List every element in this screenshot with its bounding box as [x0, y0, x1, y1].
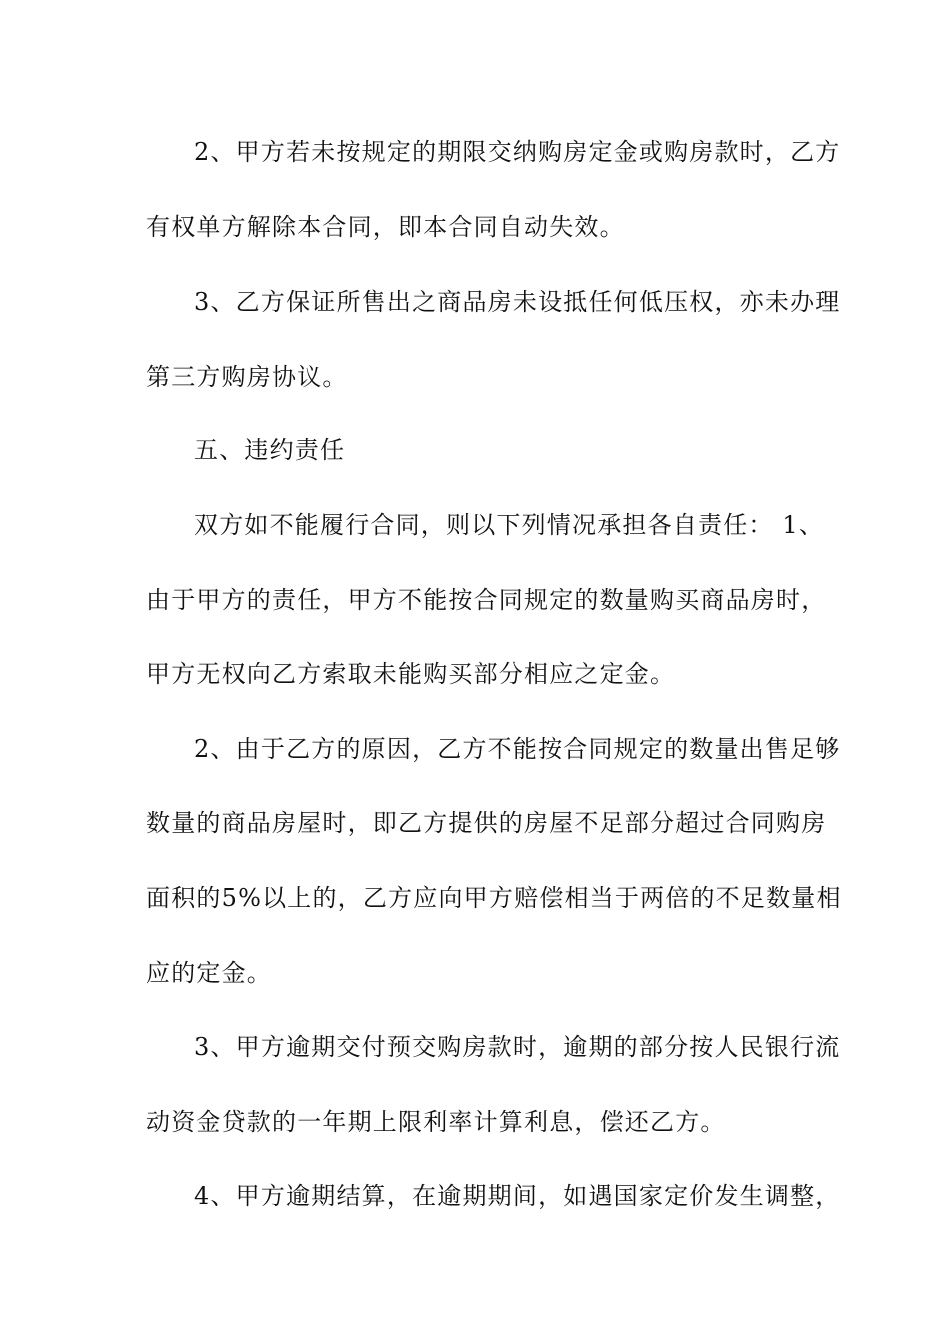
section-heading: 五、违约责任 [194, 436, 346, 464]
paragraph-line: 第三方购房协议。 [146, 363, 348, 391]
paragraph-line: 有权单方解除本合同，即本合同自动失效。 [146, 213, 625, 241]
paragraph-line: 数量的商品房屋时，即乙方提供的房屋不足部分超过合同购房 [146, 809, 827, 837]
paragraph-line: 2、甲方若未按规定的期限交纳购房定金或购房款时，乙方 [194, 138, 841, 166]
paragraph-line: 双方如不能履行合同，则以下列情况承担各自责任： 1、 [194, 511, 825, 539]
paragraph-line: 甲方无权向乙方索取未能购买部分相应之定金。 [146, 660, 676, 688]
paragraph-line: 动资金贷款的一年期上限利率计算利息，偿还乙方。 [146, 1108, 726, 1136]
paragraph-line: 由于甲方的责任，甲方不能按合同规定的数量购买商品房时， [146, 586, 827, 614]
paragraph-line: 3、甲方逾期交付预交购房款时，逾期的部分按人民银行流 [194, 1033, 841, 1061]
paragraph-line: 3、乙方保证所售出之商品房未设抵任何低压权，亦未办理 [194, 288, 841, 316]
paragraph-line: 2、由于乙方的原因，乙方不能按合同规定的数量出售足够 [194, 735, 841, 763]
paragraph-line: 应的定金。 [146, 959, 272, 987]
paragraph-line: 4、甲方逾期结算，在逾期期间，如遇国家定价发生调整， [194, 1182, 841, 1210]
paragraph-line: 面积的5%以上的，乙方应向甲方赔偿相当于两倍的不足数量相 [146, 884, 842, 912]
